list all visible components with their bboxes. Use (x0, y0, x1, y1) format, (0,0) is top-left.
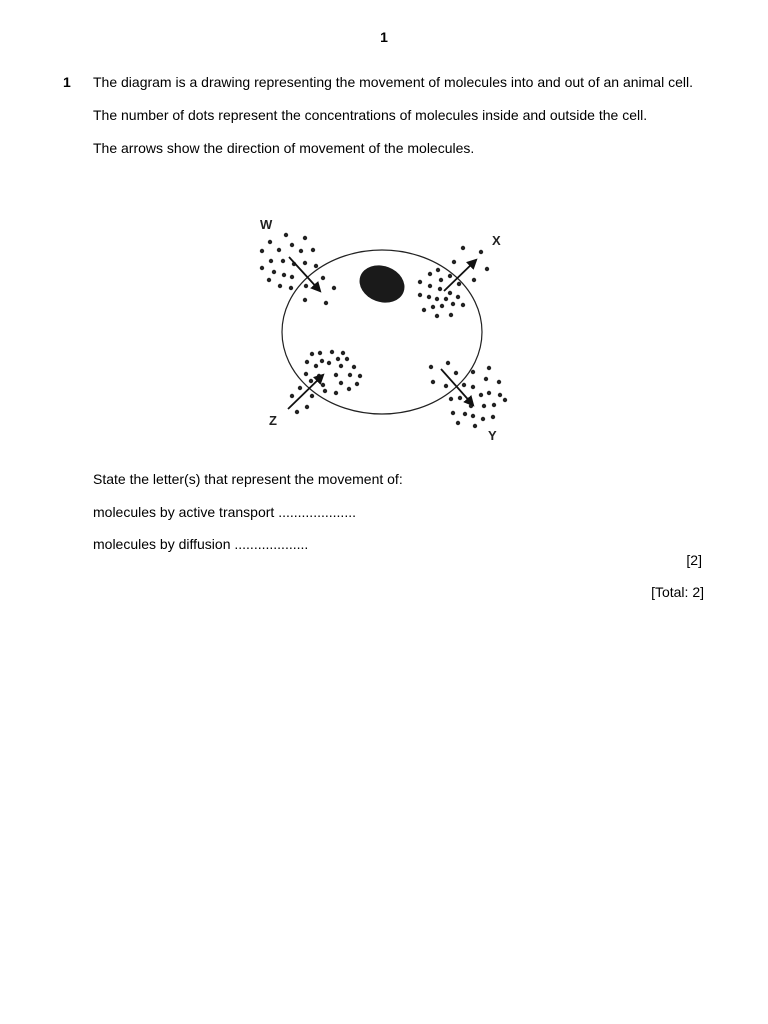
intro-line-3: The arrows show the direction of movement of the molecules. (93, 140, 475, 156)
label-x: X (492, 233, 501, 248)
marks-label: [2] (686, 552, 702, 568)
cell-nucleus (354, 259, 410, 309)
intro-line-1: The diagram is a drawing representing the movement of molecules into and out of an animal cell. (93, 74, 693, 90)
label-w: W (260, 217, 273, 232)
cell-diagram (250, 205, 512, 450)
label-z: Z (269, 413, 277, 428)
molecule-group-w (260, 233, 336, 305)
question-number: 1 (63, 74, 71, 90)
answer-line-diffusion[interactable]: molecules by diffusion ................... (93, 536, 309, 552)
arrow-z (288, 375, 323, 409)
molecule-group-y (429, 361, 507, 428)
label-y: Y (488, 428, 497, 443)
molecule-group-z (290, 350, 362, 414)
page-number: 1 (380, 29, 388, 45)
question-prompt: State the letter(s) that represent the movement of: (93, 471, 403, 487)
intro-line-2: The number of dots represent the concentrations of molecules inside and outside the cell. (93, 107, 648, 123)
total-label: [Total: 2] (651, 584, 704, 600)
answer-line-active-transport[interactable]: molecules by active transport .................... (93, 504, 356, 520)
